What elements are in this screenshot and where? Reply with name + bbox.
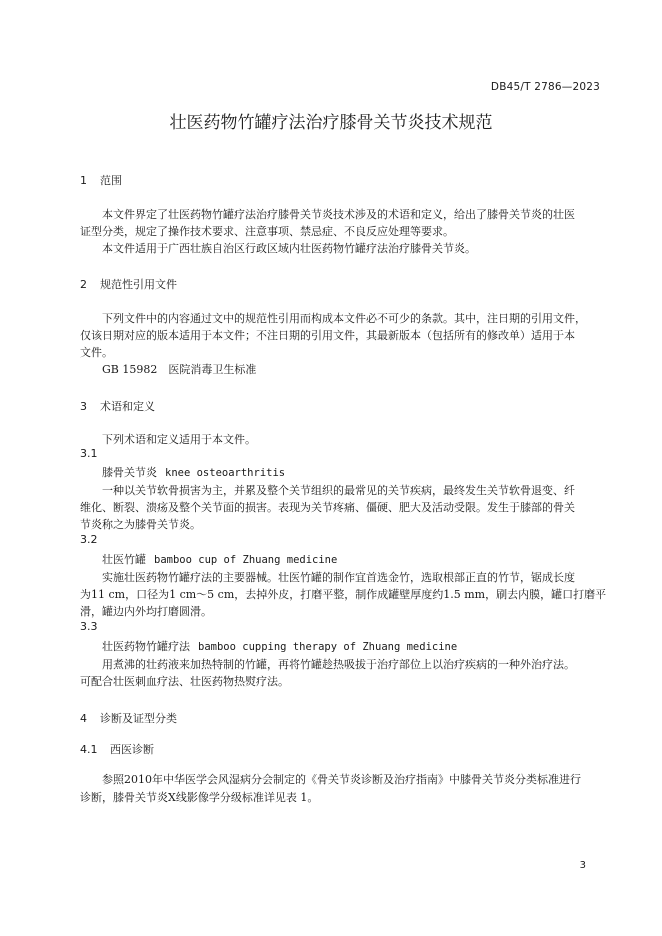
term-3-1-def-line3: 节炎称之为膝骨关节炎。 [80, 518, 201, 531]
subsection-4-1-title: 西医诊断 [110, 743, 154, 756]
s2-reference: GB 15982 医院消毒卫生标准 [102, 363, 257, 376]
subsection-4-1-number: 4.1 [80, 743, 98, 756]
section-4-heading [80, 710, 177, 726]
term-3-1-cn: 膝骨关节炎 [102, 466, 157, 479]
section-2-heading [80, 276, 177, 292]
section-3-heading [80, 398, 155, 414]
document-code: DB45/T 2786—2023 [490, 81, 600, 93]
s2-p1-line1: 下列文件中的内容通过文中的规范性引用而构成本文件必不可少的条款。其中，注日期的引用文件， [102, 312, 586, 325]
s2-p1-line2: 仅该日期对应的版本适用于本文件；不注日期的引用文件，其最新版本（包括所有的修改单）适用于本 [80, 329, 575, 342]
s1-p2: 本文件适用于广西壮族自治区行政区域内壮医药物竹罐疗法治疗膝骨关节炎。 [102, 242, 476, 255]
document-title: 壮医药物竹罐疗法治疗膝骨关节炎技术规范 [169, 113, 493, 133]
term-3-1-number: 3.1 [80, 447, 98, 460]
term-3-2-cn: 壮医竹罐 [102, 553, 146, 566]
term-3-2-en: bamboo cup of Zhuang medicine [154, 554, 338, 566]
section-2-title: 规范性引用文件 [100, 278, 177, 291]
section-2-number: 2 [80, 278, 87, 291]
term-3-1-en: knee osteoarthritis [165, 467, 286, 479]
term-3-1-def-line2: 维化、断裂、溃疡及整个关节面的损害。表现为关节疼痛、僵硬、肥大及活动受限。发生于膝部的骨关 [80, 501, 575, 514]
term-3-3-number: 3.3 [80, 620, 98, 633]
term-3-3-cn: 壮医药物竹罐疗法 [102, 640, 190, 653]
section-4-number: 4 [80, 712, 87, 725]
s4-1-p-line1: 参照2010年中华医学会风湿病分会制定的《骨关节炎诊断及治疗指南》中膝骨关节炎分类标准进行 [102, 773, 581, 786]
term-3-2-number: 3.2 [80, 533, 98, 546]
s3-intro: 下列术语和定义适用于本文件。 [102, 433, 256, 446]
term-3-3-def-line2: 可配合壮医刺血疗法、壮医药物热熨疗法。 [80, 675, 289, 688]
term-3-3-en: bamboo cupping therapy of Zhuang medicine [198, 641, 458, 653]
section-3-title: 术语和定义 [100, 400, 155, 413]
term-3-2-def-line2: 为11 cm，口径为1 cm～5 cm，去掉外皮，打磨平整，制作成罐壁厚度约1.5 mm，刷去内膜，罐口打磨平 [80, 588, 607, 601]
section-1-heading [80, 172, 122, 188]
s4-1-p-line2: 诊断，膝骨关节炎X线影像学分级标准详见表 1。 [80, 791, 319, 804]
term-3-2-def-line3: 滑，罐边内外均打磨圆滑。 [80, 605, 212, 618]
s1-p1-line2: 证型分类，规定了操作技术要求、注意事项、禁忌症、不良反应处理等要求。 [80, 225, 454, 238]
term-3-3-heading [102, 638, 457, 654]
s1-p1-line1: 本文件界定了壮医药物竹罐疗法治疗膝骨关节炎技术涉及的术语和定义，给出了膝骨关节炎的壮医 [102, 208, 575, 221]
section-3-number: 3 [80, 400, 87, 413]
term-3-1-heading [102, 464, 285, 480]
term-3-2-heading [102, 551, 337, 567]
section-1-number: 1 [80, 174, 87, 187]
s2-p1-line3: 文件。 [80, 346, 113, 359]
page-number: 3 [579, 860, 586, 871]
term-3-3-def-line1: 用煮沸的壮药液来加热特制的竹罐，再将竹罐趁热吸拔于治疗部位上以治疗疾病的一种外治疗法。 [102, 658, 575, 671]
term-3-1-def-line1: 一种以关节软骨损害为主，并累及整个关节组织的最常见的关节疾病，最终发生关节软骨退变、纤 [102, 484, 575, 497]
term-3-2-def-line1: 实施壮医药物竹罐疗法的主要器械。壮医竹罐的制作宜首选金竹，选取根部正直的竹节，锯成长度 [102, 571, 575, 584]
subsection-4-1-heading [80, 741, 154, 757]
section-4-title: 诊断及证型分类 [100, 712, 177, 725]
section-1-title: 范围 [100, 174, 122, 187]
